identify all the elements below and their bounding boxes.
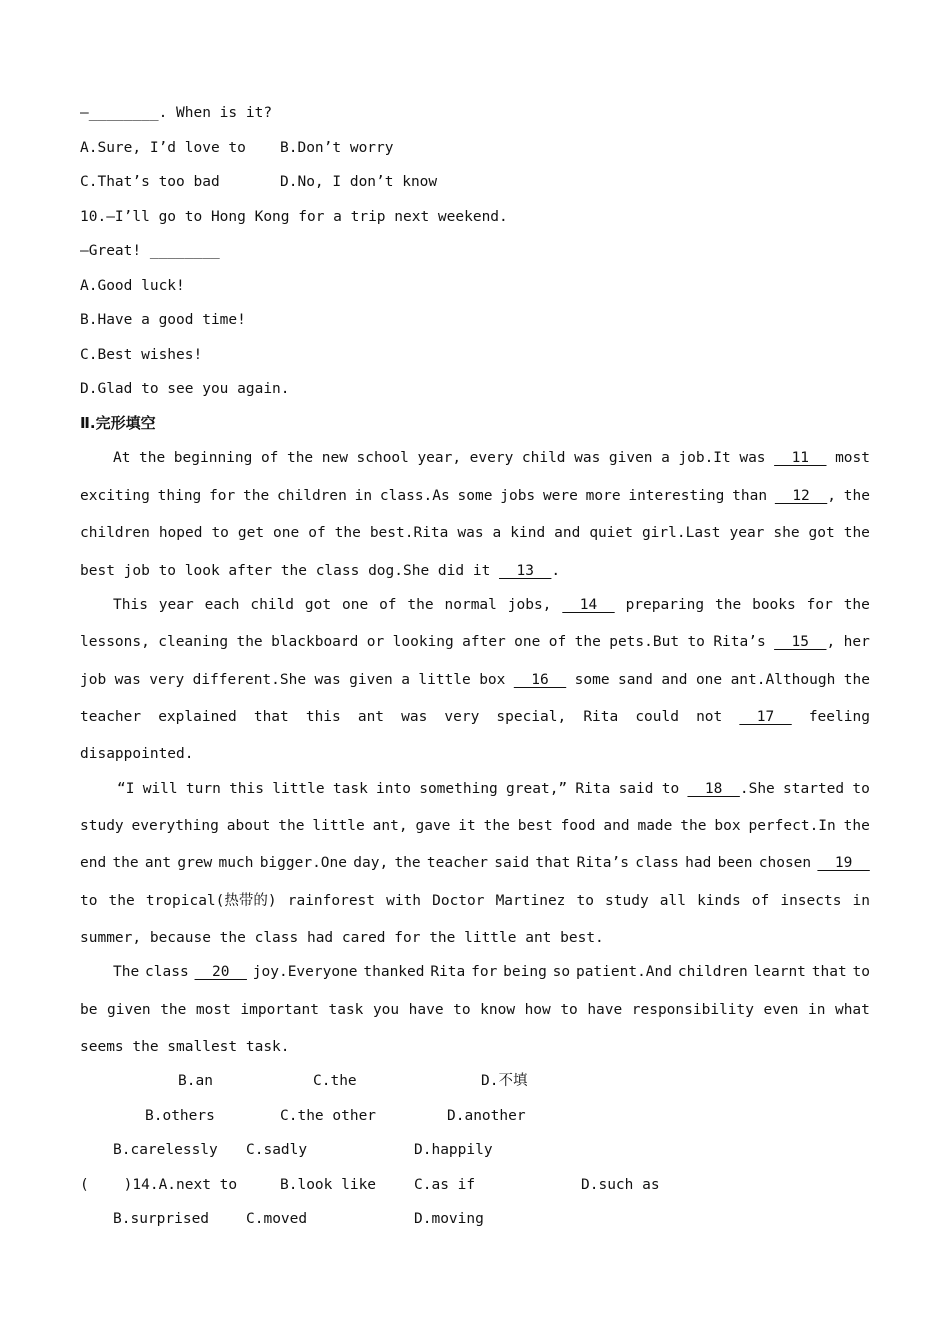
passage-line: [80, 816, 870, 836]
word: little: [418, 672, 471, 688]
word: sand: [617, 672, 653, 688]
word: year: [729, 525, 765, 541]
word: everything: [131, 818, 219, 834]
word: children: [277, 488, 347, 504]
passage-line: seems the smallest task.: [80, 1039, 290, 1055]
word: given: [107, 1002, 151, 1018]
word: girl.Last: [641, 525, 721, 541]
word: day,: [353, 855, 389, 871]
word: preparing: [625, 597, 705, 613]
word: box: [714, 818, 741, 834]
q9-option-a: A.Sure, I’d love to: [80, 140, 246, 156]
word: ant.Although: [730, 672, 836, 688]
word: Rita’s: [713, 634, 766, 650]
passage-line: [80, 632, 870, 652]
word: with: [386, 893, 422, 909]
word: books: [752, 597, 796, 613]
word: most: [835, 450, 870, 466]
word: the: [334, 525, 361, 541]
word: patient.And: [575, 964, 672, 980]
word: tropical(热带的): [145, 893, 277, 909]
blank-14: 14: [562, 597, 615, 613]
word: year: [158, 597, 194, 613]
word: something: [419, 781, 498, 797]
option-14-b: B.look like: [280, 1177, 377, 1193]
word: Martinez: [495, 893, 566, 909]
q9-option-d: D.No, I don’t know: [280, 174, 438, 190]
word: the: [286, 450, 314, 466]
passage-line: [113, 448, 870, 468]
word: thing: [157, 488, 202, 504]
word: or: [366, 634, 385, 650]
passage-line: [80, 891, 870, 911]
word: said: [618, 781, 654, 797]
blank-18: 18: [687, 781, 740, 797]
word: most: [195, 1002, 231, 1018]
word: that: [253, 709, 289, 725]
word: explained: [158, 709, 237, 725]
word: grew: [177, 855, 213, 871]
word: ant: [144, 855, 172, 871]
word: kinds: [697, 893, 741, 909]
passage-line: summer, because the class had cared for the little ant best.: [80, 930, 604, 946]
word: to: [211, 525, 229, 541]
word: for: [471, 964, 498, 980]
word: The: [113, 964, 140, 980]
word: even: [763, 1002, 799, 1018]
word: given: [349, 672, 393, 688]
word: got: [304, 597, 332, 613]
word: get: [237, 525, 265, 541]
word: task: [328, 1002, 364, 1018]
word: “I: [117, 781, 135, 797]
word: being: [503, 964, 547, 980]
word: Rita’s: [576, 855, 629, 871]
word: the: [483, 818, 510, 834]
word: gave: [415, 818, 451, 834]
word: year,: [417, 450, 462, 466]
word: different.She: [192, 672, 307, 688]
option-12-b: B.others: [145, 1108, 215, 1124]
option-14-a: ( )14.A.next to: [80, 1177, 238, 1193]
word: to: [852, 781, 870, 797]
word: very: [149, 672, 185, 688]
word: best.Rita: [369, 525, 449, 541]
word: a: [492, 525, 502, 541]
word: pets.But: [609, 634, 680, 650]
word: to: [576, 893, 594, 909]
word: Doctor: [432, 893, 485, 909]
option-14-c: C.as if: [414, 1177, 476, 1193]
option-13-c: C.sadly: [246, 1142, 308, 1158]
word: ant: [357, 709, 385, 725]
word: Rita: [430, 964, 466, 980]
word: to: [80, 893, 98, 909]
word: to: [687, 634, 705, 650]
word: learnt: [753, 964, 806, 980]
passage-line: [80, 707, 870, 727]
word: box: [479, 672, 506, 688]
word: children: [80, 525, 150, 541]
q9-option-c: C.That’s too bad: [80, 174, 220, 190]
q10-option-c: C.Best wishes!: [80, 347, 203, 363]
passage-line: [80, 1000, 870, 1020]
word: after: [462, 634, 506, 650]
passage-line: [80, 853, 870, 873]
word: her: [843, 634, 870, 650]
option-15-c: C.moved: [246, 1211, 308, 1227]
word: for: [209, 488, 236, 504]
word: exciting: [80, 488, 150, 504]
word: all: [659, 893, 686, 909]
word: perfect.In: [748, 818, 836, 834]
word: teacher: [426, 855, 488, 871]
word: child: [521, 450, 566, 466]
word: the: [108, 893, 135, 909]
blank-19: 19: [817, 855, 870, 871]
option-13-d: D.happily: [414, 1142, 493, 1158]
word: the: [843, 525, 870, 541]
word: lessons,: [80, 634, 150, 650]
word: child: [250, 597, 295, 613]
word: 12 ,: [774, 488, 836, 504]
word: and: [661, 672, 688, 688]
word: to: [852, 964, 870, 980]
word: the: [160, 1002, 187, 1018]
word: have: [587, 1002, 623, 1018]
word: of: [260, 450, 279, 466]
passage-line: [113, 595, 870, 615]
blank-13: 13: [499, 563, 552, 579]
word: the: [843, 597, 870, 613]
word: job: [80, 672, 107, 688]
section-title: Ⅱ.完形填空: [80, 414, 156, 432]
word: class.As: [379, 488, 450, 504]
word: was: [401, 709, 428, 725]
word: one: [695, 672, 723, 688]
word: into: [376, 781, 411, 797]
word: the: [843, 488, 870, 504]
option-13-b: B.carelessly: [113, 1142, 218, 1158]
word: know: [480, 1002, 516, 1018]
word: one: [514, 634, 541, 650]
word: ant,: [372, 818, 408, 834]
word: and: [554, 525, 581, 541]
option-15-d: D.moving: [414, 1211, 484, 1227]
word: looking: [392, 634, 454, 650]
word: of: [548, 634, 567, 650]
word: the: [112, 855, 139, 871]
word: [195, 962, 247, 982]
word: new: [321, 450, 348, 466]
word: for: [806, 597, 833, 613]
word: made: [637, 818, 673, 834]
passage-line: [117, 779, 870, 799]
word: [514, 670, 566, 690]
word: it: [458, 818, 476, 834]
word: the: [715, 597, 742, 613]
word: was: [457, 525, 484, 541]
word: of: [751, 893, 770, 909]
blank-11: 11: [774, 450, 827, 466]
word: 18 .She: [687, 781, 775, 797]
word: [562, 595, 614, 615]
passage-line: [80, 670, 870, 690]
word: job.It: [678, 450, 731, 466]
blank-15: 15: [774, 634, 827, 650]
word: be: [80, 1002, 98, 1018]
word: she: [773, 525, 800, 541]
word: this: [229, 781, 264, 797]
word: given: [608, 450, 653, 466]
word: you: [372, 1002, 400, 1018]
word: could: [635, 709, 679, 725]
word: some: [457, 488, 493, 504]
word: was: [114, 672, 141, 688]
word: not: [696, 709, 723, 725]
word: every: [469, 450, 514, 466]
q9-option-b: B.Don’t worry: [280, 140, 394, 156]
word: of: [308, 525, 326, 541]
word: have: [408, 1002, 444, 1018]
word: a: [661, 450, 670, 466]
option-12-c: C.the other: [280, 1108, 377, 1124]
word: little: [312, 818, 365, 834]
word: cleaning: [158, 634, 229, 650]
word: this: [305, 709, 341, 725]
q9-stem: —________. When is it?: [80, 105, 273, 121]
word: At: [113, 450, 131, 466]
word: to: [453, 1002, 471, 1018]
word: kind: [510, 525, 546, 541]
word: one: [273, 525, 300, 541]
word: of: [379, 597, 397, 613]
word: one: [342, 597, 369, 613]
word: much: [218, 855, 254, 871]
word: study: [80, 818, 124, 834]
word: [774, 448, 826, 468]
word: task: [332, 781, 368, 797]
word: in: [852, 893, 870, 909]
word: study: [605, 893, 649, 909]
word: will: [142, 781, 178, 797]
word: the: [278, 818, 305, 834]
blank-17: 17: [739, 709, 792, 725]
word: chosen: [758, 855, 812, 871]
word: turn: [185, 781, 221, 797]
word: insects: [780, 893, 842, 909]
word: teacher: [80, 709, 142, 725]
q10-stem: 10.—I’ll go to Hong Kong for a trip next weekend.: [80, 209, 508, 225]
word: rainforest: [287, 893, 376, 909]
q10-reply: —Great! ________: [80, 243, 220, 259]
q10-option-a: A.Good luck!: [80, 278, 185, 294]
word: the: [243, 488, 270, 504]
word: hoped: [158, 525, 203, 541]
passage-line: [113, 962, 870, 982]
option-11-d: D.不填: [481, 1073, 528, 1089]
word: and: [603, 818, 630, 834]
word: each: [204, 597, 240, 613]
word: interesting: [628, 488, 725, 504]
word: the: [843, 672, 870, 688]
word: [739, 707, 791, 727]
word: than: [732, 488, 768, 504]
blank-16: 16: [513, 672, 567, 688]
word: more: [585, 488, 621, 504]
word: said: [494, 855, 530, 871]
word: some: [574, 672, 610, 688]
option-14-d: D.such as: [581, 1177, 660, 1193]
word: thanked: [363, 964, 425, 980]
word: quiet: [589, 525, 633, 541]
passage-line: [80, 486, 870, 506]
option-12-d: D.another: [447, 1108, 526, 1124]
word: jobs,: [507, 597, 552, 613]
word: jobs: [500, 488, 536, 504]
word: in: [807, 1002, 826, 1018]
word: Rita: [583, 709, 619, 725]
word: about: [226, 818, 271, 834]
word: [817, 853, 869, 873]
word: got: [808, 525, 835, 541]
word: was: [739, 450, 766, 466]
option-15-b: B.surprised: [113, 1211, 210, 1227]
word: were: [542, 488, 578, 504]
q10-option-d: D.Glad to see you again.: [80, 381, 290, 397]
word: in: [354, 488, 373, 504]
option-11-c: C.the: [313, 1073, 357, 1089]
q10-option-b: B.Have a good time!: [80, 312, 246, 328]
word: best: [517, 818, 553, 834]
passage-line: best job to look after the class dog.She did it 13 .: [80, 563, 561, 579]
word: that: [811, 964, 847, 980]
passage-line: disappointed.: [80, 746, 194, 762]
word: important: [240, 1002, 319, 1018]
word: food: [560, 818, 596, 834]
word: been: [717, 855, 753, 871]
word: the: [236, 634, 263, 650]
word: what: [834, 1002, 870, 1018]
word: end: [80, 855, 107, 871]
word: class: [145, 964, 189, 980]
word: to: [661, 781, 680, 797]
word: joy.Everyone: [252, 964, 358, 980]
option-11-b: B.an: [178, 1073, 213, 1089]
word: that: [535, 855, 571, 871]
word: the: [407, 597, 434, 613]
word: responsibility: [631, 1002, 754, 1018]
word: class: [635, 855, 679, 871]
word: great,”: [506, 781, 568, 797]
word: had: [685, 855, 712, 871]
blank-12: 12: [774, 488, 828, 504]
blank-20: 20: [194, 964, 247, 980]
word: feeling: [808, 709, 870, 725]
word: the: [574, 634, 601, 650]
word: This: [113, 597, 148, 613]
word: blackboard: [271, 634, 359, 650]
word: bigger.One: [259, 855, 348, 871]
word: started: [783, 781, 845, 797]
word: Rita: [575, 781, 611, 797]
word: the: [680, 818, 707, 834]
word: was: [314, 672, 341, 688]
word: little: [272, 781, 325, 797]
word: was: [574, 450, 601, 466]
word: 15 ,: [774, 634, 836, 650]
word: the: [139, 450, 166, 466]
word: special,: [496, 709, 567, 725]
word: the: [843, 818, 870, 834]
word: school: [356, 450, 409, 466]
word: children: [677, 964, 748, 980]
word: the: [394, 855, 421, 871]
word: normal: [444, 597, 497, 613]
word: beginning: [173, 450, 253, 466]
word: very: [444, 709, 480, 725]
word: to: [560, 1002, 578, 1018]
passage-line: [80, 523, 870, 543]
word: how: [524, 1002, 551, 1018]
word: so: [552, 964, 571, 980]
word: a: [401, 672, 410, 688]
